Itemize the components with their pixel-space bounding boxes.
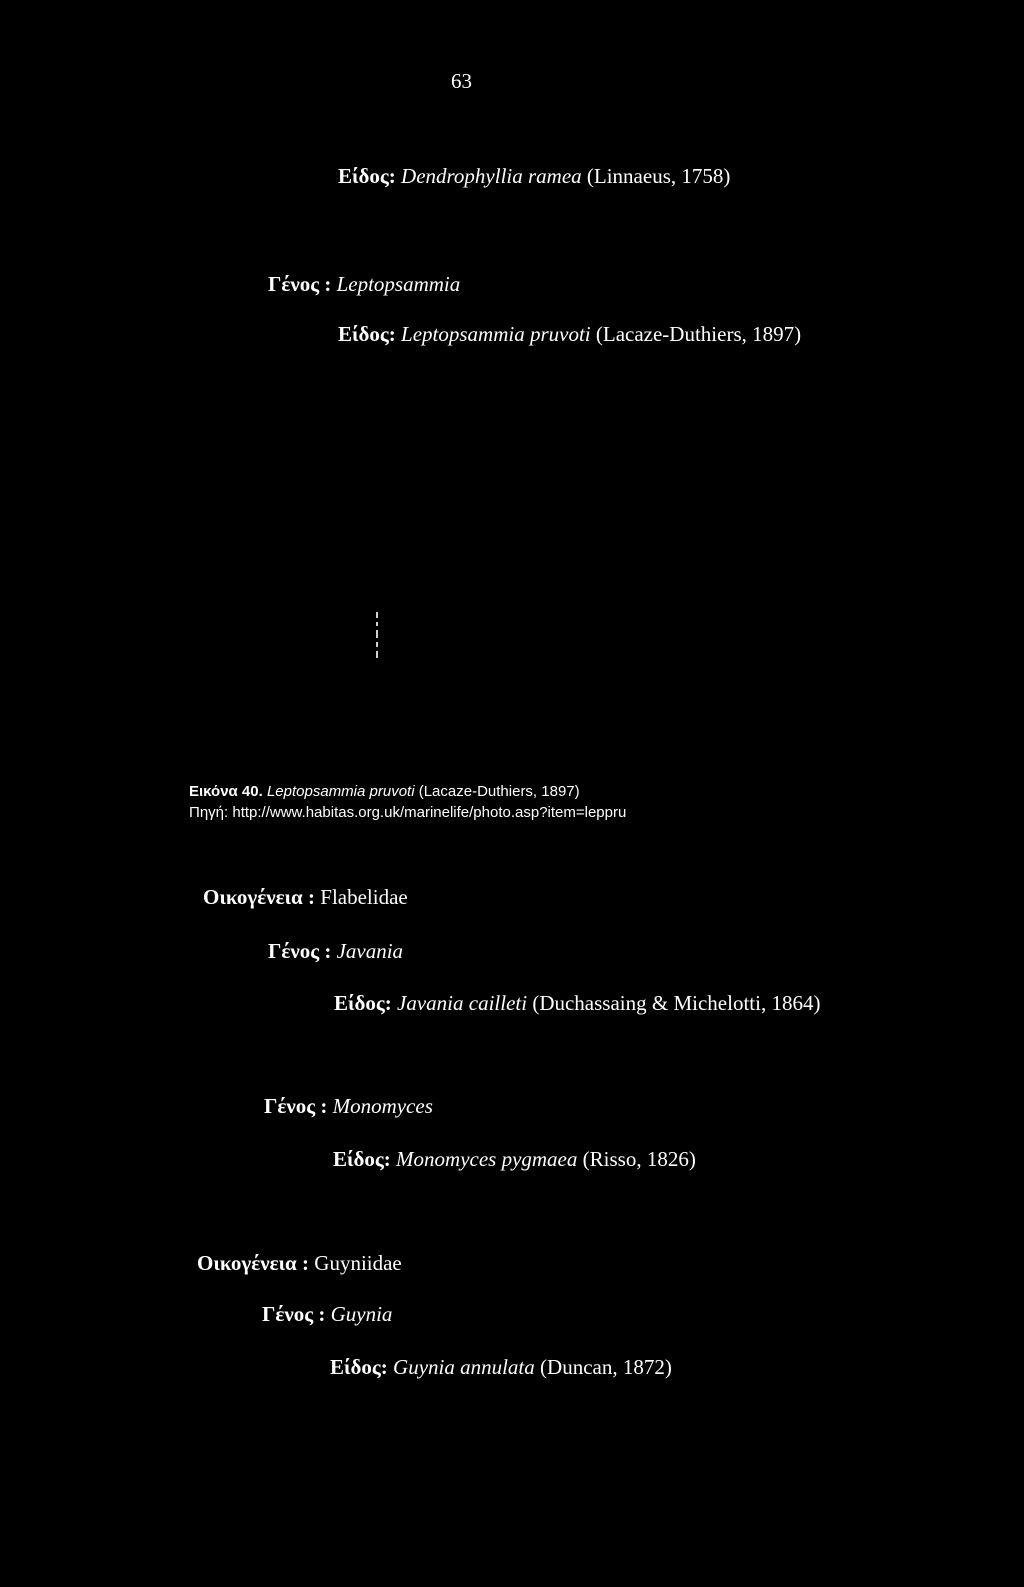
rank-label: Οικογένεια : (197, 1251, 310, 1275)
figure-taxon-name: Leptopsammia pruvoti (266, 783, 415, 800)
genus-leptopsammia (268, 271, 460, 297)
species-dendrophyllia-ramea (338, 163, 730, 189)
species-guynia-annulata (330, 1354, 672, 1380)
family-flabelidae (203, 884, 408, 910)
scan-artifact (376, 612, 379, 682)
taxon-name: Monomyces pygmaea (396, 1147, 578, 1171)
rank-label: Είδος: (333, 1147, 391, 1171)
family-guyniidae (197, 1250, 402, 1276)
figure-label: Εικόνα 40. (189, 783, 263, 800)
taxon-authority: (Linnaeus, 1758) (586, 164, 731, 188)
rank-label: Γένος : (268, 272, 332, 296)
species-javania-cailleti (334, 990, 820, 1016)
figure-taxon-authority: (Lacaze-Duthiers, 1897) (418, 783, 580, 800)
taxon-authority: (Lacaze-Duthiers, 1897) (595, 322, 802, 346)
rank-label: Γένος : (264, 1094, 328, 1118)
genus-javania (268, 938, 403, 964)
rank-label: Είδος: (338, 164, 396, 188)
taxon-name: Guynia annulata (393, 1355, 535, 1379)
taxon-name: Flabelidae (320, 885, 408, 909)
species-leptopsammia-pruvoti (338, 321, 801, 347)
taxon-authority: (Risso, 1826) (582, 1147, 696, 1171)
taxon-name: Leptopsammia pruvoti (401, 322, 591, 346)
genus-monomyces (264, 1093, 433, 1119)
figure-source (189, 803, 626, 823)
rank-label: Είδος: (338, 322, 396, 346)
source-label: Πηγή: (189, 804, 229, 821)
taxon-name: Monomyces (332, 1094, 433, 1118)
figure-caption (189, 782, 580, 802)
genus-guynia (262, 1301, 392, 1327)
taxon-name: Guyniidae (314, 1251, 402, 1275)
taxon-authority: (Duncan, 1872) (540, 1355, 672, 1379)
taxon-name: Leptopsammia (336, 272, 461, 296)
rank-label: Γένος : (262, 1302, 326, 1326)
source-url[interactable]: http://www.habitas.org.uk/marinelife/photo.asp?item=leppru (232, 804, 627, 821)
taxon-name: Guynia (330, 1302, 393, 1326)
taxon-name: Javania (336, 939, 404, 963)
species-monomyces-pygmaea (333, 1146, 696, 1172)
taxon-name: Javania cailleti (397, 991, 528, 1015)
rank-label: Είδος: (330, 1355, 388, 1379)
figure-image (190, 355, 710, 755)
rank-label: Γένος : (268, 939, 332, 963)
rank-label: Οικογένεια : (203, 885, 316, 909)
taxon-name: Dendrophyllia ramea (401, 164, 582, 188)
page-number: 63 (451, 69, 472, 93)
taxon-authority: (Duchassaing & Michelotti, 1864) (532, 991, 821, 1015)
rank-label: Είδος: (334, 991, 392, 1015)
